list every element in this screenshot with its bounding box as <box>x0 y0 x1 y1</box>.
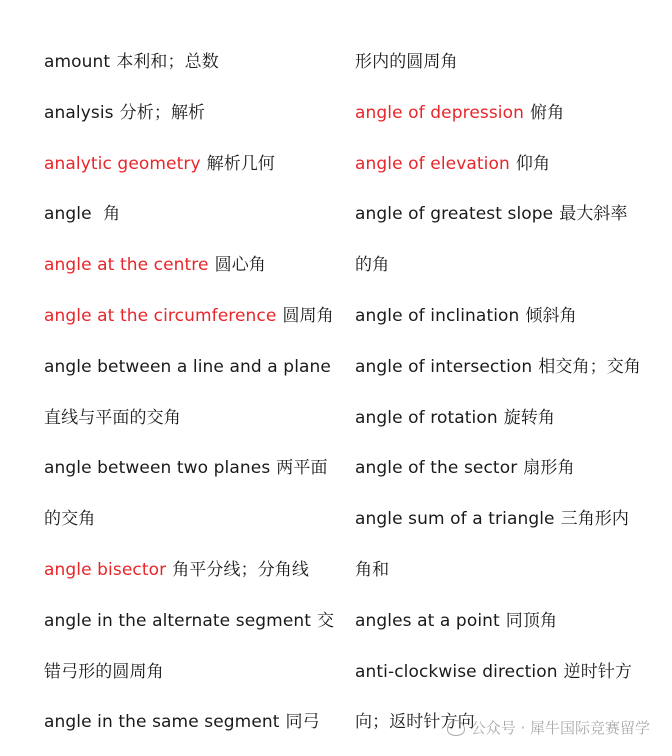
chinese-translation: 两平面 <box>276 458 328 479</box>
glossary-line <box>44 499 334 550</box>
glossary-line <box>44 144 334 195</box>
english-term: angle between a line and a plane <box>44 356 331 377</box>
glossary-line <box>355 550 655 601</box>
chinese-translation: 直线与平面的交角 <box>44 407 181 428</box>
english-term: angle of elevation <box>355 153 510 174</box>
left-column <box>44 42 334 753</box>
chinese-translation: 圆心角 <box>214 255 266 276</box>
english-term: analysis <box>44 102 114 123</box>
chinese-translation: 交 <box>317 610 335 631</box>
glossary-line <box>44 347 334 398</box>
chinese-translation: 逆时针方 <box>563 661 633 682</box>
chinese-translation: 圆周角 <box>282 305 334 326</box>
english-term: angle bisector <box>44 559 167 580</box>
glossary-line <box>355 144 655 195</box>
chinese-translation: 扇形角 <box>523 458 575 479</box>
english-term: angle of the sector <box>355 458 518 479</box>
english-term: angle at the centre <box>44 255 209 276</box>
english-term: angle sum of a triangle <box>355 509 555 530</box>
chinese-translation: 本利和；总数 <box>116 52 219 72</box>
glossary-line <box>355 296 655 347</box>
glossary-line <box>44 93 334 144</box>
glossary-line <box>44 550 334 601</box>
glossary-line <box>44 702 334 753</box>
english-term: angle in the alternate segment <box>44 610 312 631</box>
chinese-translation: 角 <box>97 204 121 225</box>
english-term: angle in the same segment <box>44 712 280 733</box>
wechat-icon <box>447 720 465 736</box>
english-term: anti-clockwise direction <box>355 661 558 682</box>
chinese-translation: 的角 <box>355 255 390 276</box>
chinese-translation: 错弓形的圆周角 <box>44 661 164 682</box>
glossary-line <box>355 448 655 499</box>
english-term: analytic geometry <box>44 153 201 174</box>
glossary-line <box>44 42 334 93</box>
glossary-line <box>44 652 334 703</box>
watermark <box>447 717 650 738</box>
chinese-translation: 分析；解析 <box>119 102 206 123</box>
chinese-translation: 旋转角 <box>503 407 556 428</box>
english-term: angle of intersection <box>355 356 533 377</box>
glossary-line <box>355 652 655 703</box>
english-term: amount <box>44 52 111 72</box>
glossary-line <box>355 93 655 144</box>
english-term: angle between two planes <box>44 458 271 479</box>
glossary-line <box>44 398 334 449</box>
right-column <box>355 42 655 753</box>
glossary-line <box>355 42 655 93</box>
glossary-line <box>355 398 655 449</box>
glossary-line <box>355 194 655 245</box>
chinese-translation: 角平分线；分角线 <box>172 559 310 580</box>
glossary-line <box>44 601 334 652</box>
chinese-translation: 形内的圆周角 <box>355 52 458 72</box>
glossary-line <box>44 194 334 245</box>
glossary-line <box>355 245 655 296</box>
english-term: angle <box>44 204 92 225</box>
chinese-translation: 向；返时针方向 <box>355 712 475 733</box>
chinese-translation: 最大斜率 <box>559 204 628 225</box>
english-term: angle of depression <box>355 102 524 123</box>
glossary-line <box>44 245 334 296</box>
english-term: angle of greatest slope <box>355 204 554 225</box>
chinese-translation: 解析几何 <box>206 153 276 174</box>
glossary-line <box>44 296 334 347</box>
english-term: angle of inclination <box>355 305 520 326</box>
english-term: angle at the circumference <box>44 305 277 326</box>
chinese-translation: 相交角；交角 <box>538 356 641 377</box>
chinese-translation: 倾斜角 <box>525 305 577 326</box>
english-term: angles at a point <box>355 610 500 631</box>
chinese-translation: 的交角 <box>44 509 96 530</box>
glossary-line <box>355 499 655 550</box>
chinese-translation: 角和 <box>355 559 390 580</box>
english-term: angle of rotation <box>355 407 498 428</box>
chinese-translation: 三角形内 <box>560 509 630 530</box>
watermark-text: 公众号 · 犀牛国际竞赛留学 <box>470 719 650 737</box>
chinese-translation: 同弓 <box>285 712 320 733</box>
chinese-translation: 俯角 <box>530 102 565 123</box>
chinese-translation: 仰角 <box>515 153 551 174</box>
glossary-line <box>355 347 655 398</box>
chinese-translation: 同顶角 <box>505 610 558 631</box>
glossary-line <box>355 601 655 652</box>
glossary-line <box>44 448 334 499</box>
